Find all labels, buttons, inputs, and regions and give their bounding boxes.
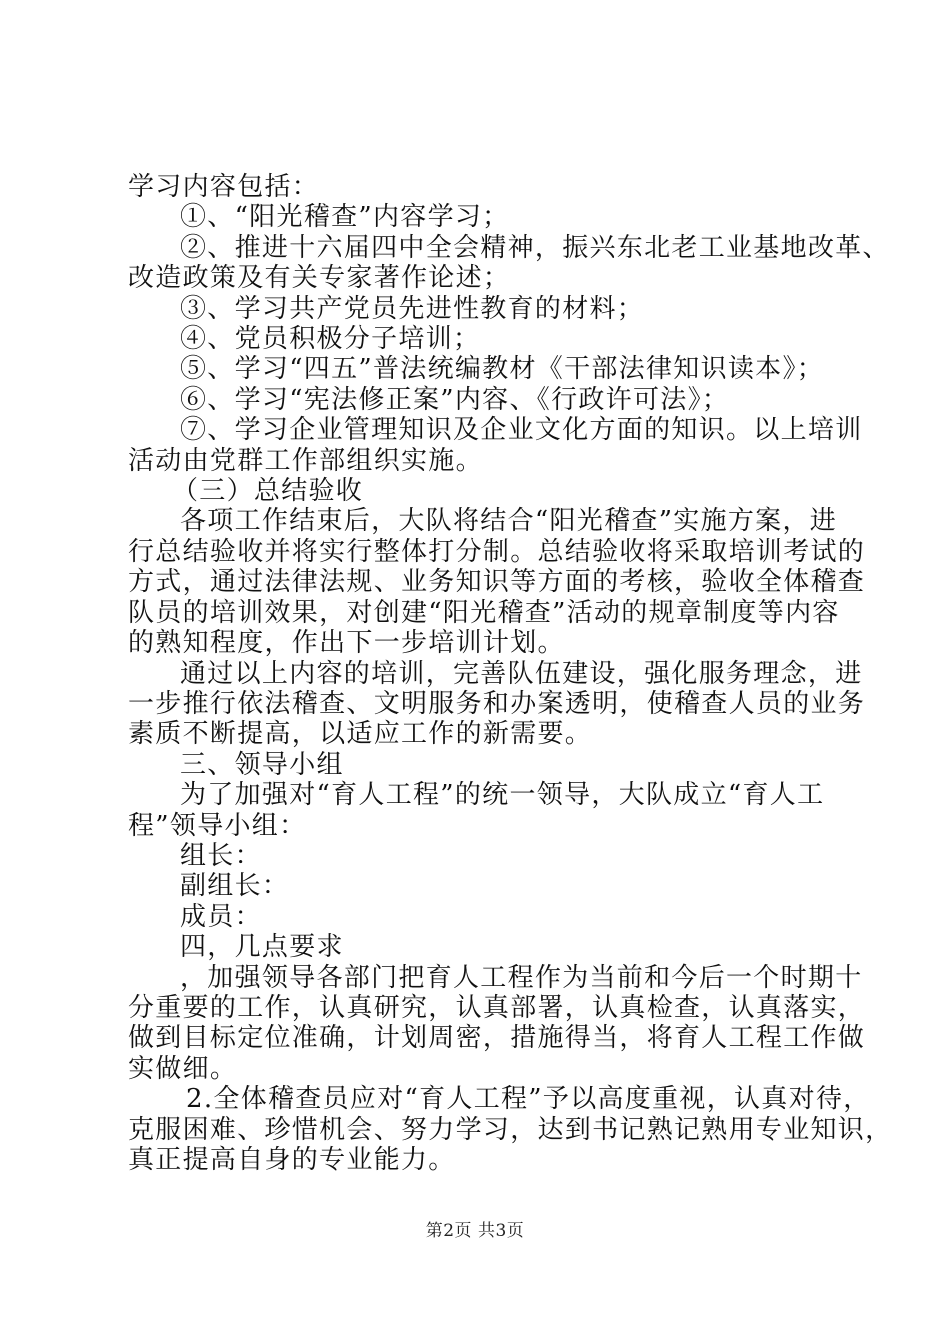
text-line: 为了加强对“育人工程”的统一领导，大队成立“育人工	[180, 780, 825, 811]
text-line: 一步推行依法稽查、文明服务和办案透明，使稽查人员的业务	[128, 688, 866, 719]
text-line: 分重要的工作，认真研究，认真部署，认真检查，认真落实，	[128, 992, 866, 1023]
text-line: 改造政策及有关专家著作论述；	[128, 263, 511, 294]
text-line: ②、推进十六届四中全会精神，振兴东北老工业基地改革、	[180, 232, 890, 263]
text-line: 方式，通过法律法规、业务知识等方面的考核，验收全体稽查	[128, 567, 866, 598]
text-line: ③、学习共产党员先进性教育的材料；	[180, 293, 645, 324]
text-line: 2.全体稽查员应对“育人工程”予以高度重视，认真对待，	[186, 1084, 871, 1115]
text-line: ⑤、学习“四五”普法统编教材《干部法律知识读本》；	[180, 354, 825, 385]
text-line: 程”领导小组：	[128, 810, 307, 841]
text-line: 副组长：	[180, 871, 290, 902]
text-line: 素质不断提高，以适应工作的新需要。	[128, 719, 593, 750]
text-line: 真正提高自身的专业能力。	[128, 1145, 456, 1175]
text-line: ④、党员积极分子培训；	[180, 324, 481, 355]
text-line: 通过以上内容的培训，完善队伍建设，强化服务理念，进	[180, 658, 863, 689]
section-heading: （三）总结验收	[172, 476, 364, 507]
page-number-label: 第2页 共3页	[425, 1221, 525, 1241]
text-line: 克服困难、珍惜机会、努力学习，达到书记熟记熟用专业知识，	[128, 1114, 893, 1145]
text-line: 行总结验收并将实行整体打分制。总结验收将采取培训考试的	[128, 536, 866, 567]
text-line: 的熟知程度，作出下一步培训计划。	[128, 628, 565, 659]
section-heading: 四，几点要求	[180, 932, 344, 963]
text-line: 活动由党群工作部组织实施。	[128, 445, 483, 476]
section-heading: 三、领导小组	[180, 749, 344, 780]
text-line: 做到目标定位准确，计划周密，措施得当，将育人工程工作做	[128, 1023, 866, 1054]
text-line: 各项工作结束后，大队将结合“阳光稽查”实施方案，进	[180, 506, 838, 537]
text-line: ⑦、学习企业管理知识及企业文化方面的知识。以上培训	[180, 415, 863, 446]
text-line: 实做细。	[128, 1053, 238, 1084]
text-line: ①、“阳光稽查”内容学习；	[180, 202, 510, 233]
text-line: 队员的培训效果，对创建“阳光稽查”活动的规章制度等内容	[128, 597, 840, 628]
page-footer	[0, 1216, 950, 1241]
text-line: 组长：	[180, 840, 262, 871]
text-line: 成员：	[180, 901, 262, 932]
text-line: ⑥、学习“宪法修正案”内容、《行政许可法》；	[180, 384, 730, 415]
document-body	[128, 172, 893, 1175]
text-line: ，加强领导各部门把育人工程作为当前和今后一个时期十	[180, 962, 863, 993]
text-line: 学习内容包括：	[128, 172, 320, 202]
